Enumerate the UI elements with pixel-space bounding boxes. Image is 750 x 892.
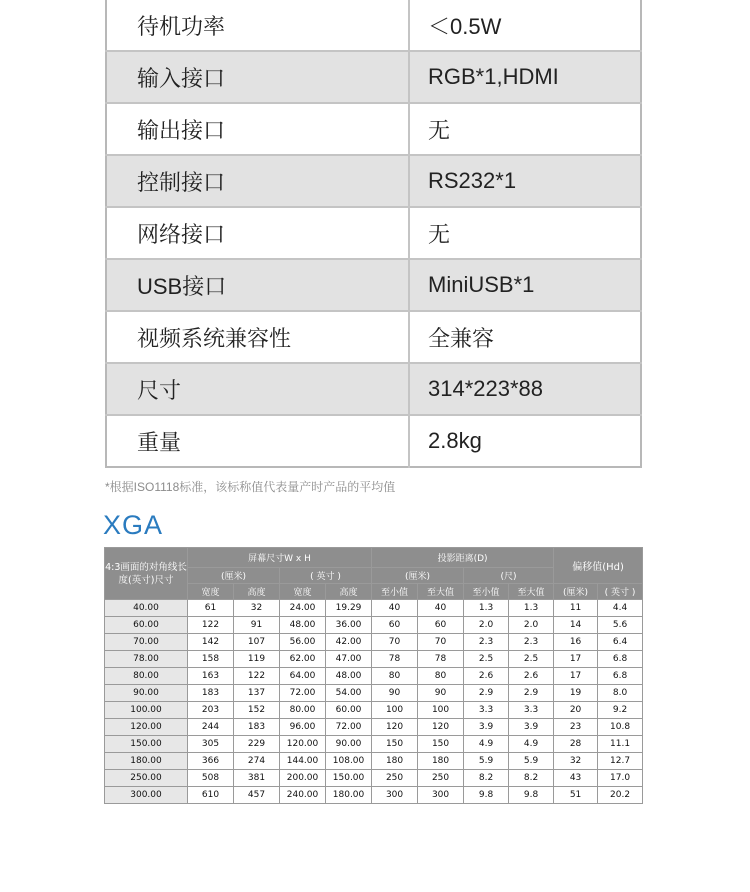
header-min: 至小值	[464, 584, 509, 600]
header-height: 高度	[326, 584, 372, 600]
table-cell: 108.00	[326, 753, 372, 770]
header-unit-ft: (尺)	[464, 568, 554, 584]
table-cell: 90	[418, 685, 464, 702]
table-cell: 1.3	[509, 600, 554, 617]
table-cell: 17	[554, 668, 598, 685]
table-cell: 2.5	[509, 651, 554, 668]
table-cell: 2.9	[509, 685, 554, 702]
spec-value: ＜0.5W	[409, 0, 641, 51]
spec-label: 重量	[106, 415, 409, 467]
table-cell: 11.1	[598, 736, 643, 753]
table-row	[105, 719, 643, 736]
table-cell: 8.2	[509, 770, 554, 787]
table-cell: 120	[372, 719, 418, 736]
table-cell: 119	[234, 651, 280, 668]
section-title: XGA	[103, 510, 164, 540]
header-unit-cm: (厘米)	[372, 568, 464, 584]
table-cell: 2.9	[464, 685, 509, 702]
table-cell: 56.00	[280, 634, 326, 651]
diagonal-cell: 120.00	[105, 719, 188, 736]
table-row	[105, 600, 643, 617]
table-cell: 62.00	[280, 651, 326, 668]
table-cell: 6.8	[598, 651, 643, 668]
spec-row-video	[106, 311, 641, 363]
table-cell: 60.00	[326, 702, 372, 719]
diagonal-cell: 180.00	[105, 753, 188, 770]
table-cell: 23	[554, 719, 598, 736]
spec-row-weight	[106, 415, 641, 467]
spec-value: RS232*1	[409, 155, 641, 207]
spec-value: 无	[409, 207, 641, 259]
spec-row-control	[106, 155, 641, 207]
diagonal-cell: 250.00	[105, 770, 188, 787]
header-width: 宽度	[188, 584, 234, 600]
table-cell: 200.00	[280, 770, 326, 787]
table-row	[105, 634, 643, 651]
table-cell: 274	[234, 753, 280, 770]
table-cell: 6.8	[598, 668, 643, 685]
table-row	[105, 770, 643, 787]
table-cell: 12.7	[598, 753, 643, 770]
table-cell: 305	[188, 736, 234, 753]
table-cell: 40	[418, 600, 464, 617]
table-cell: 10.8	[598, 719, 643, 736]
table-cell: 32	[554, 753, 598, 770]
table-cell: 80	[418, 668, 464, 685]
header-max: 至大值	[418, 584, 464, 600]
diagonal-cell: 60.00	[105, 617, 188, 634]
table-cell: 240.00	[280, 787, 326, 804]
table-cell: 32	[234, 600, 280, 617]
table-cell: 4.9	[464, 736, 509, 753]
spec-label: 待机功率	[106, 0, 409, 51]
table-cell: 17	[554, 651, 598, 668]
header-diagonal: 4:3画面的对角线长度(英寸)尺寸	[105, 548, 188, 600]
table-cell: 120	[418, 719, 464, 736]
table-cell: 5.6	[598, 617, 643, 634]
table-cell: 457	[234, 787, 280, 804]
table-cell: 36.00	[326, 617, 372, 634]
diagonal-cell: 300.00	[105, 787, 188, 804]
table-cell: 78	[418, 651, 464, 668]
spec-label: 网络接口	[106, 207, 409, 259]
table-cell: 122	[188, 617, 234, 634]
table-cell: 366	[188, 753, 234, 770]
table-cell: 16	[554, 634, 598, 651]
table-row	[105, 787, 643, 804]
table-cell: 2.6	[509, 668, 554, 685]
table-cell: 47.00	[326, 651, 372, 668]
table-cell: 381	[234, 770, 280, 787]
spec-value: 314*223*88	[409, 363, 641, 415]
header-unit-inch: ( 英寸 )	[280, 568, 372, 584]
table-cell: 43	[554, 770, 598, 787]
table-cell: 70	[418, 634, 464, 651]
table-cell: 150	[418, 736, 464, 753]
table-cell: 100	[372, 702, 418, 719]
header-offset: 偏移值(Hd)	[554, 548, 643, 584]
table-row	[105, 736, 643, 753]
table-cell: 61	[188, 600, 234, 617]
spec-label: 视频系统兼容性	[106, 311, 409, 363]
table-cell: 300	[418, 787, 464, 804]
table-cell: 4.4	[598, 600, 643, 617]
table-cell: 60	[372, 617, 418, 634]
table-cell: 72.00	[280, 685, 326, 702]
table-cell: 3.3	[509, 702, 554, 719]
table-cell: 250	[418, 770, 464, 787]
spec-label: 尺寸	[106, 363, 409, 415]
table-cell: 72.00	[326, 719, 372, 736]
spec-label: USB接口	[106, 259, 409, 311]
table-cell: 19.29	[326, 600, 372, 617]
table-cell: 120.00	[280, 736, 326, 753]
table-cell: 150	[372, 736, 418, 753]
table-cell: 6.4	[598, 634, 643, 651]
table-cell: 51	[554, 787, 598, 804]
spec-value: MiniUSB*1	[409, 259, 641, 311]
table-cell: 150.00	[326, 770, 372, 787]
table-row	[105, 685, 643, 702]
table-cell: 2.3	[464, 634, 509, 651]
header-height: 高度	[234, 584, 280, 600]
table-cell: 96.00	[280, 719, 326, 736]
header-distance: 投影距离(D)	[372, 548, 554, 568]
table-cell: 9.2	[598, 702, 643, 719]
table-cell: 80	[372, 668, 418, 685]
table-cell: 122	[234, 668, 280, 685]
table-cell: 610	[188, 787, 234, 804]
table-row	[105, 702, 643, 719]
table-cell: 203	[188, 702, 234, 719]
table-cell: 183	[234, 719, 280, 736]
table-cell: 70	[372, 634, 418, 651]
header-unit-cm: (厘米)	[188, 568, 280, 584]
table-cell: 508	[188, 770, 234, 787]
table-cell: 17.0	[598, 770, 643, 787]
spec-label: 控制接口	[106, 155, 409, 207]
xga-body	[105, 600, 643, 804]
table-cell: 3.9	[509, 719, 554, 736]
table-cell: 152	[234, 702, 280, 719]
spec-row-input	[106, 51, 641, 103]
spec-value: 2.8kg	[409, 415, 641, 467]
table-cell: 183	[188, 685, 234, 702]
table-cell: 180	[418, 753, 464, 770]
table-cell: 80.00	[280, 702, 326, 719]
spec-value: 全兼容	[409, 311, 641, 363]
table-cell: 24.00	[280, 600, 326, 617]
footnote: *根据ISO1118标准，该标称值代表量产时产品的平均值	[105, 480, 396, 494]
table-cell: 100	[418, 702, 464, 719]
header-min: 至小值	[372, 584, 418, 600]
spec-table	[105, 0, 642, 468]
table-cell: 2.3	[509, 634, 554, 651]
table-cell: 1.3	[464, 600, 509, 617]
table-cell: 90.00	[326, 736, 372, 753]
table-cell: 158	[188, 651, 234, 668]
spec-row-network	[106, 207, 641, 259]
table-cell: 9.8	[509, 787, 554, 804]
table-cell: 64.00	[280, 668, 326, 685]
spec-row-output	[106, 103, 641, 155]
diagonal-cell: 90.00	[105, 685, 188, 702]
header-offset-inch: ( 英寸 )	[598, 584, 643, 600]
table-row	[105, 617, 643, 634]
table-cell: 300	[372, 787, 418, 804]
table-cell: 3.9	[464, 719, 509, 736]
table-cell: 144.00	[280, 753, 326, 770]
table-cell: 8.0	[598, 685, 643, 702]
table-cell: 40	[372, 600, 418, 617]
spec-label: 输入接口	[106, 51, 409, 103]
table-cell: 4.9	[509, 736, 554, 753]
table-cell: 2.6	[464, 668, 509, 685]
table-cell: 20	[554, 702, 598, 719]
table-cell: 9.8	[464, 787, 509, 804]
table-cell: 142	[188, 634, 234, 651]
table-cell: 3.3	[464, 702, 509, 719]
table-cell: 60	[418, 617, 464, 634]
table-cell: 19	[554, 685, 598, 702]
header-screen-size: 屏幕尺寸W x H	[188, 548, 372, 568]
table-cell: 48.00	[280, 617, 326, 634]
diagonal-cell: 80.00	[105, 668, 188, 685]
table-row	[105, 753, 643, 770]
table-cell: 244	[188, 719, 234, 736]
table-cell: 107	[234, 634, 280, 651]
table-cell: 54.00	[326, 685, 372, 702]
table-cell: 91	[234, 617, 280, 634]
spec-label: 输出接口	[106, 103, 409, 155]
table-cell: 180	[372, 753, 418, 770]
table-cell: 78	[372, 651, 418, 668]
spec-row-usb	[106, 259, 641, 311]
spec-value: RGB*1,HDMI	[409, 51, 641, 103]
table-cell: 11	[554, 600, 598, 617]
table-cell: 14	[554, 617, 598, 634]
table-row	[105, 668, 643, 685]
table-cell: 5.9	[509, 753, 554, 770]
header-row	[105, 548, 643, 568]
table-cell: 8.2	[464, 770, 509, 787]
table-cell: 28	[554, 736, 598, 753]
table-row	[105, 651, 643, 668]
table-cell: 2.0	[464, 617, 509, 634]
xga-table	[104, 547, 643, 804]
table-cell: 2.5	[464, 651, 509, 668]
diagonal-cell: 100.00	[105, 702, 188, 719]
spec-row-standby-power	[106, 0, 641, 51]
diagonal-cell: 150.00	[105, 736, 188, 753]
table-cell: 5.9	[464, 753, 509, 770]
table-cell: 42.00	[326, 634, 372, 651]
table-cell: 180.00	[326, 787, 372, 804]
table-cell: 2.0	[509, 617, 554, 634]
header-offset-cm: (厘米)	[554, 584, 598, 600]
table-cell: 163	[188, 668, 234, 685]
table-cell: 20.2	[598, 787, 643, 804]
table-cell: 250	[372, 770, 418, 787]
table-cell: 48.00	[326, 668, 372, 685]
spec-value: 无	[409, 103, 641, 155]
diagonal-cell: 40.00	[105, 600, 188, 617]
table-cell: 137	[234, 685, 280, 702]
header-width: 宽度	[280, 584, 326, 600]
table-cell: 90	[372, 685, 418, 702]
diagonal-cell: 78.00	[105, 651, 188, 668]
diagonal-cell: 70.00	[105, 634, 188, 651]
table-cell: 229	[234, 736, 280, 753]
header-max: 至大值	[509, 584, 554, 600]
spec-row-size	[106, 363, 641, 415]
